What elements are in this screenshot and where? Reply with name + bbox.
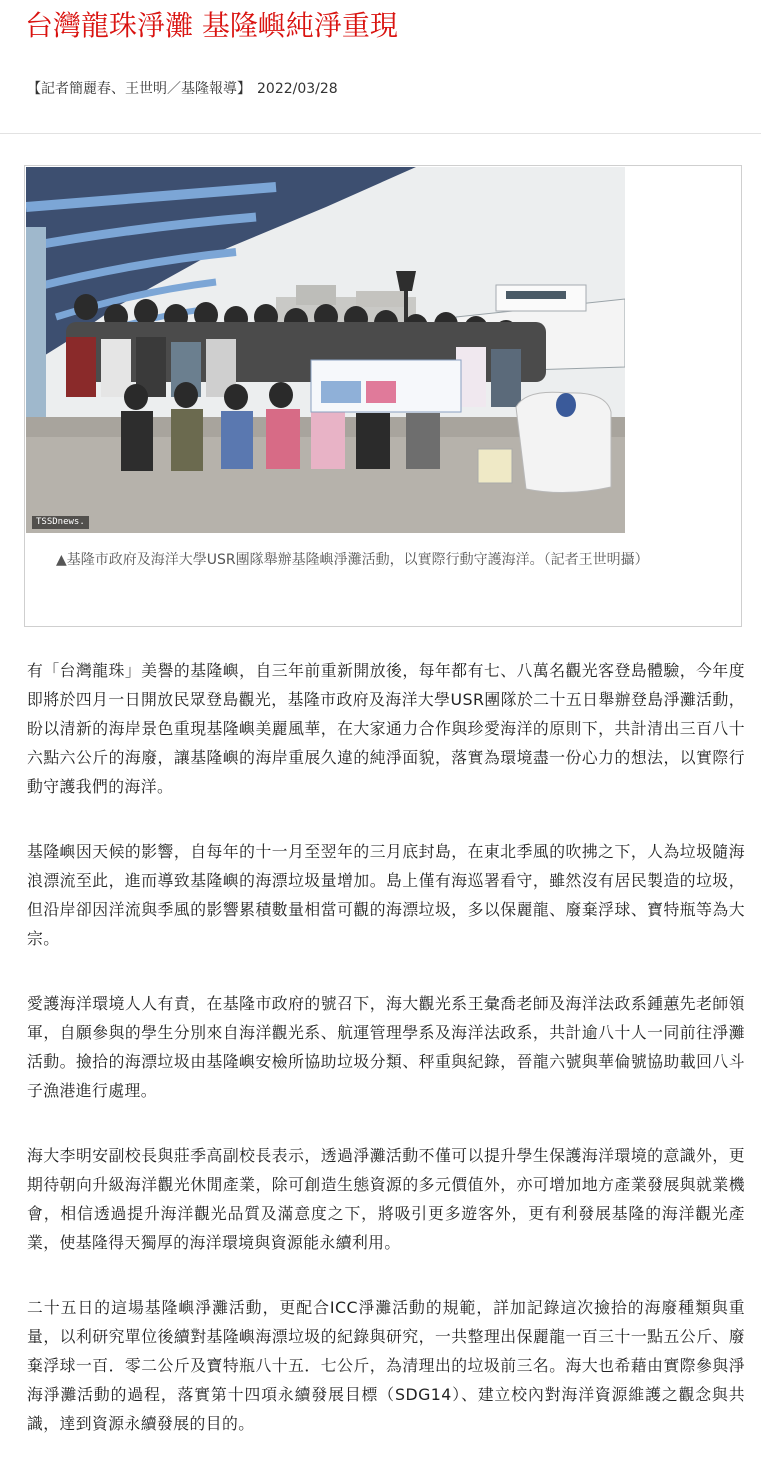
group-photo-illustration [26, 167, 625, 533]
article-title: 台灣龍珠淨灘 基隆嶼純淨重現 [25, 9, 398, 42]
photo-caption: ▲基隆市政府及海洋大學USR團隊舉辦基隆嶼淨灘活動，以實際行動守護海洋。（記者王世明攝） [56, 552, 649, 568]
article-figure [24, 165, 742, 627]
publish-date: 2022/03/28 [257, 81, 338, 97]
article-paragraph: 二十五日的這場基隆嶼淨灘活動，更配合ICC淨灘活動的規範，詳加記錄這次撿拾的海廢種類與重量，以利研究單位後續對基隆嶼海漂垃圾的紀錄與研究，一共整理出保麗龍一百三十一點五公斤、廢棄浮球一百．零二公斤及寶特瓶八十五．七公斤，為清理出的垃圾前三名。海大也希藉由實際參與淨海淨灘活動的過程，落實第十四項永續發展目標（SDG14）、建立校內對海洋資源維護之觀念與共識，達到資源永續發展的目的。 [27, 1298, 745, 1433]
article-paragraph: 愛護海洋環境人人有責，在基隆市政府的號召下，海大觀光系王彙喬老師及海洋法政系鍾蕙先老師領軍，自願參與的學生分別來自海洋觀光系、航運管理學系及海洋法政系，共計逾八十人一同前往淨灘活動。撿拾的海漂垃圾由基隆嶼安檢所協助垃圾分類、秤重與紀錄，晉龍六號與華倫號協助載回八斗子漁港進行處理。 [27, 994, 745, 1100]
article-paragraph: 海大李明安副校長與莊季高副校長表示，透過淨灘活動不僅可以提升學生保護海洋環境的意識外，更期待朝向升級海洋觀光休閒產業，除可創造生態資源的多元價值外，亦可增加地方產業發展與就業機會，相信透過提升海洋觀光品質及滿意度之下，將吸引更多遊客外，更有利發展基隆的海洋觀光產業，使基隆得天獨厚的海洋環境與資源能永續利用。 [27, 1146, 745, 1252]
group-photo [26, 167, 625, 533]
article-body [27, 656, 745, 1474]
article-paragraph: 基隆嶼因天候的影響，自每年的十一月至翌年的三月底封島，在東北季風的吹拂之下，人為垃圾隨海浪漂流至此，進而導致基隆嶼的海漂垃圾量增加。島上僅有海巡署看守，雖然沒有居民製造的垃圾，但沿岸卻因洋流與季風的影響累積數量相當可觀的海漂垃圾，多以保麗龍、廢棄浮球、寶特瓶等為大宗。 [27, 842, 745, 948]
byline [27, 78, 338, 100]
photo-watermark: TSSDnews. [32, 516, 89, 529]
header-divider [0, 133, 761, 134]
article-paragraph: 有「台灣龍珠」美譽的基隆嶼，自三年前重新開放後，每年都有七、八萬名觀光客登島體驗，今年度即將於四月一日開放民眾登島觀光，基隆市政府及海洋大學USR團隊於二十五日舉辦登島淨灘活動，盼以清新的海岸景色重現基隆嶼美麗風華，在大家通力合作與珍愛海洋的原則下，共計清出三百八十六點六公斤的海廢，讓基隆嶼的海岸重展久違的純淨面貌，落實為環境盡一份心力的想法，以實際行動守護我們的海洋。 [27, 661, 745, 796]
reporter-credit: 【記者簡麗春、王世明／基隆報導】 [27, 81, 251, 97]
